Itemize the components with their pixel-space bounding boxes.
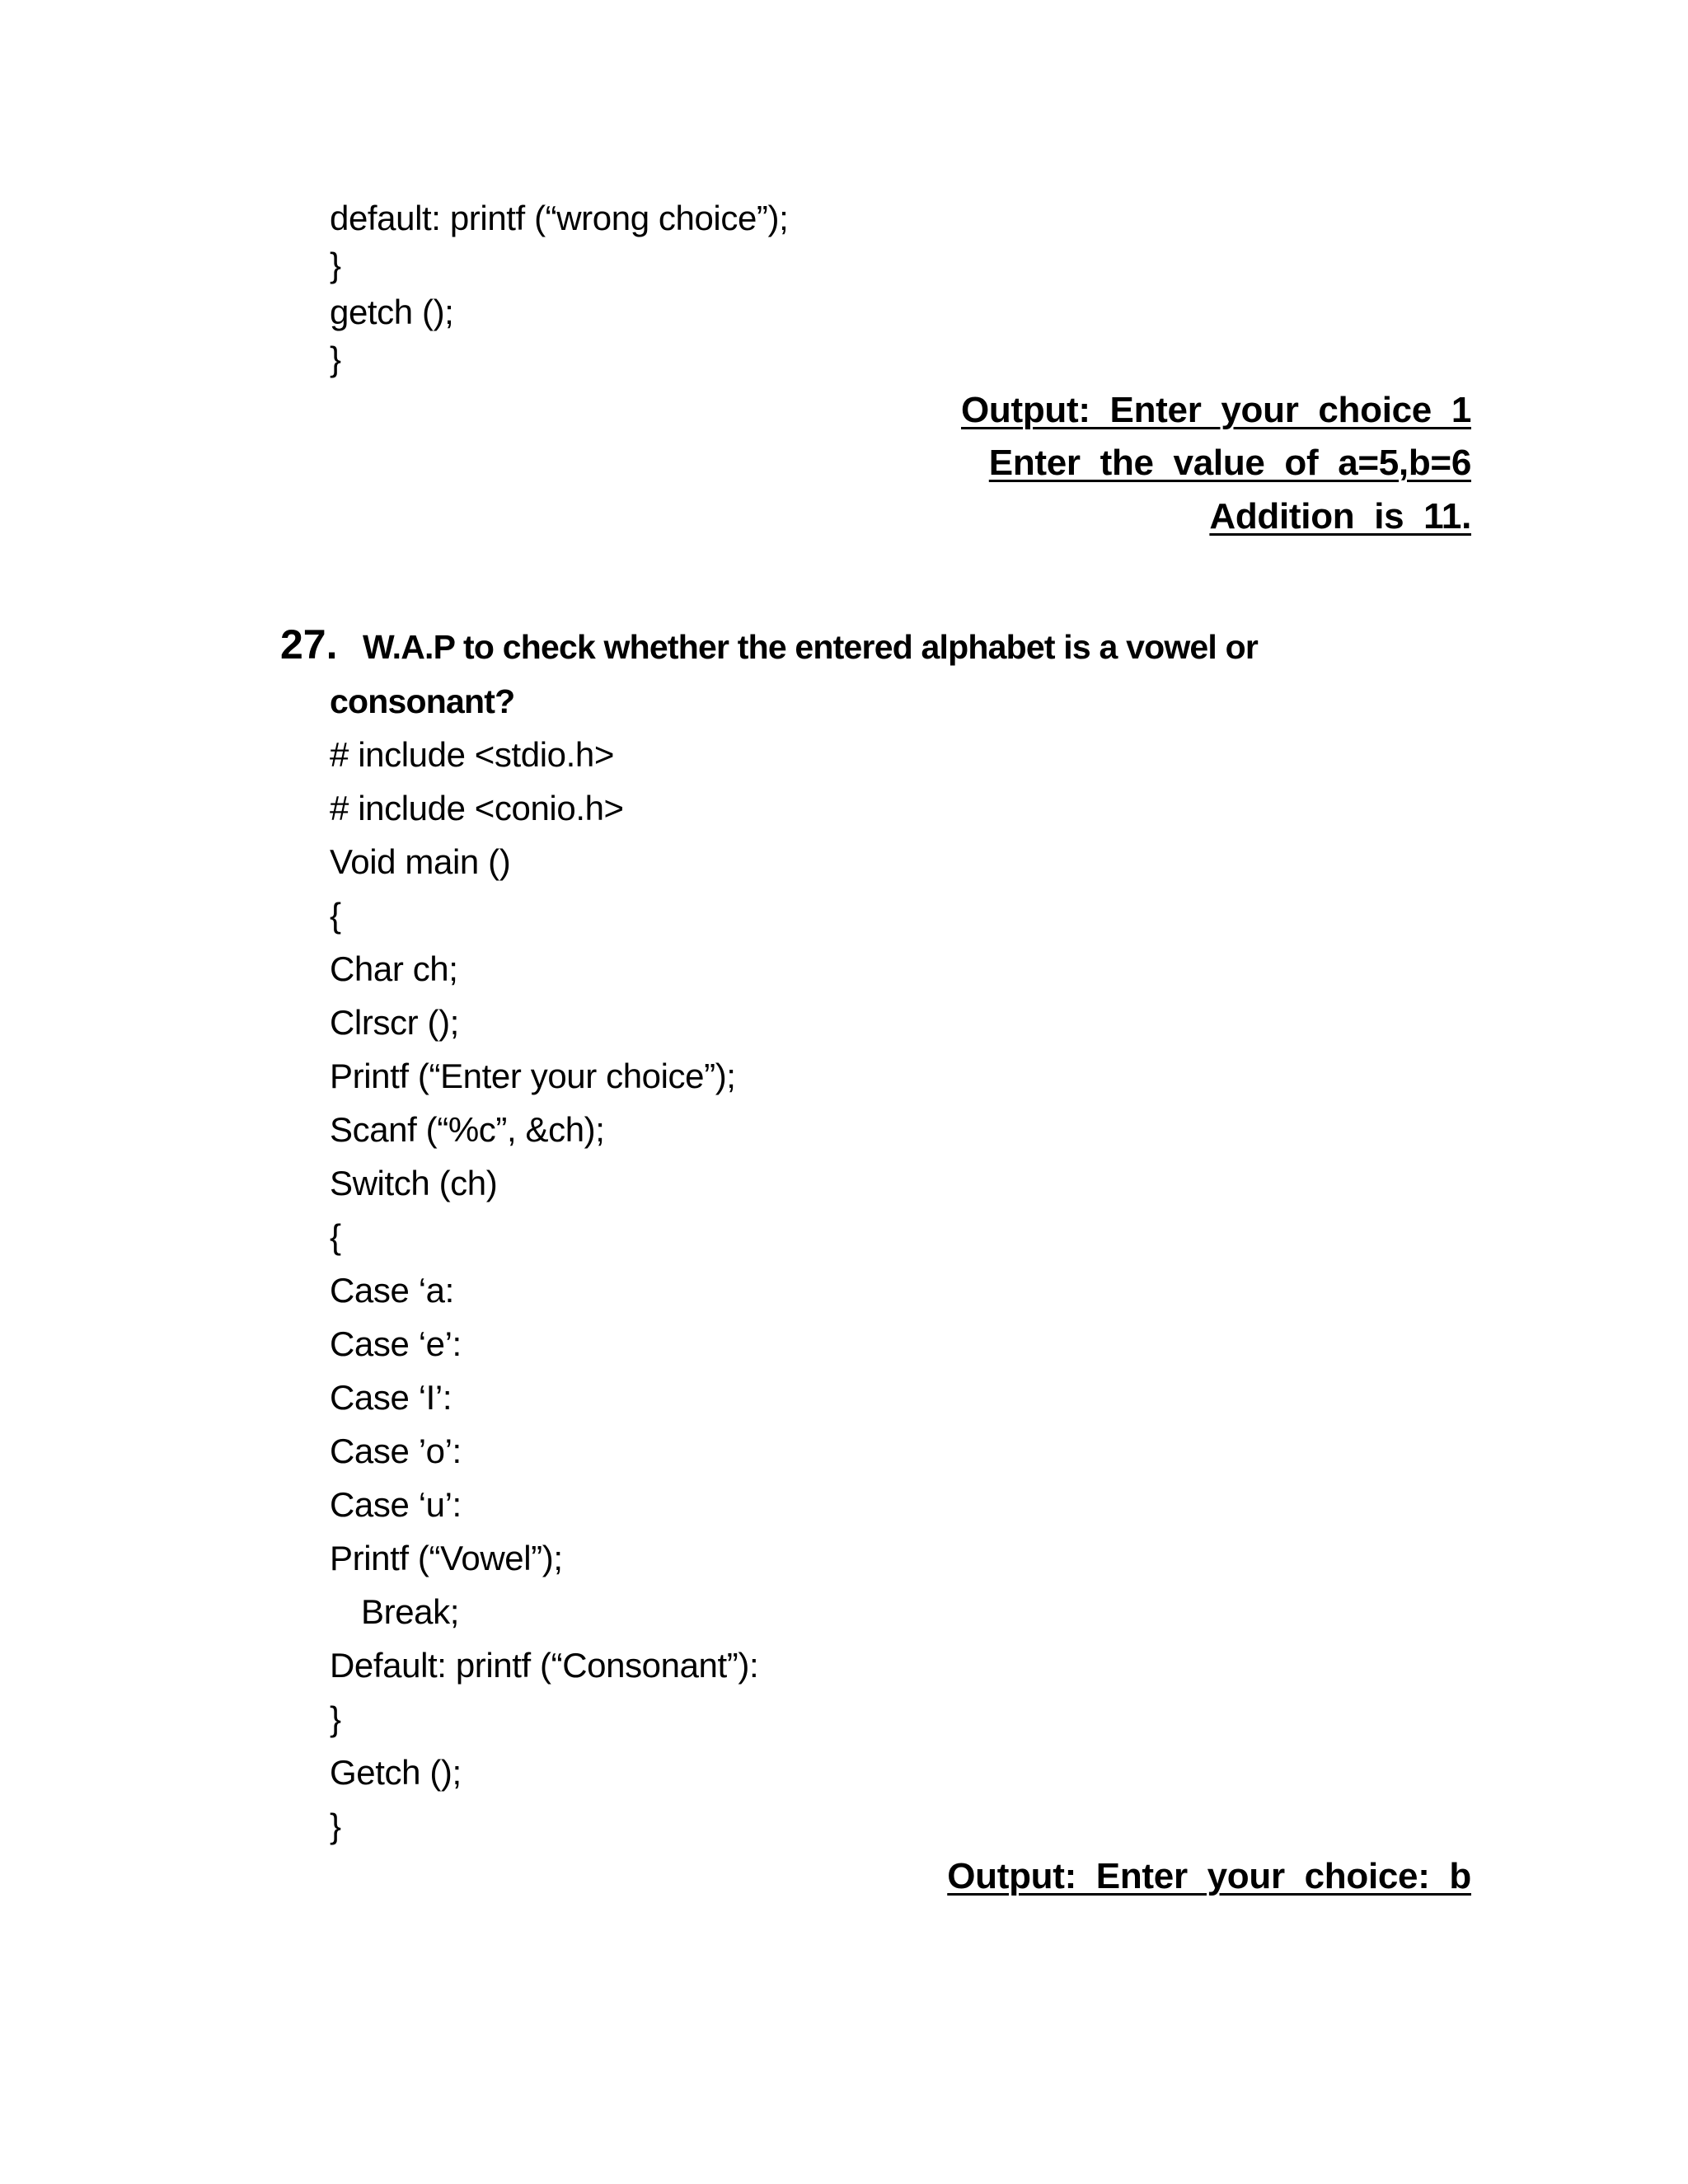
question-text-line-2: consonant? xyxy=(330,682,515,720)
code-line-12: Case ‘e’: xyxy=(330,1324,462,1363)
code-line-7: Printf (“Enter your choice”); xyxy=(330,1057,736,1095)
code-line-4: { xyxy=(330,896,341,935)
prev-code-line-1: default: printf (“wrong choice”); xyxy=(330,199,789,237)
question-number: 27. xyxy=(280,621,338,668)
code-line-1: # include <stdio.h> xyxy=(330,735,614,774)
code-line-11: Case ‘a: xyxy=(330,1271,454,1310)
code-line-17: Break; xyxy=(361,1592,459,1631)
code-line-10: { xyxy=(330,1217,341,1256)
code-line-5: Char ch; xyxy=(330,949,458,988)
code-line-15: Case ‘u’: xyxy=(330,1485,462,1524)
code-line-13: Case ‘I’: xyxy=(330,1378,452,1417)
code-line-19: } xyxy=(330,1699,341,1738)
question-text-line-1: W.A.P to check whether the entered alphabet is a vowel or xyxy=(363,628,1259,666)
code-line-16: Printf (“Vowel”); xyxy=(330,1539,563,1577)
prev-output-line-2: Enter the value of a=5,b=6 xyxy=(988,443,1471,483)
code-line-9: Switch (ch) xyxy=(330,1164,498,1202)
code-line-14: Case ’o’: xyxy=(330,1432,462,1470)
code-line-20: Getch (); xyxy=(330,1753,462,1792)
code-line-18: Default: printf (“Consonant”): xyxy=(330,1646,759,1685)
prev-code-line-3: getch (); xyxy=(330,293,454,331)
prev-output-line-1: Output: Enter your choice 1 xyxy=(961,390,1471,430)
code-line-8: Scanf (“%c”, &ch); xyxy=(330,1110,605,1149)
prev-output-line-3: Addition is 11. xyxy=(1209,496,1471,537)
code-line-6: Clrscr (); xyxy=(330,1003,459,1042)
code-line-3: Void main () xyxy=(330,842,511,881)
prev-code-line-2: } xyxy=(330,246,341,284)
prev-code-line-4: } xyxy=(330,340,341,378)
code-line-2: # include <conio.h> xyxy=(330,789,624,827)
code-line-21: } xyxy=(330,1807,341,1845)
output-line: Output: Enter your choice: b xyxy=(947,1856,1471,1896)
